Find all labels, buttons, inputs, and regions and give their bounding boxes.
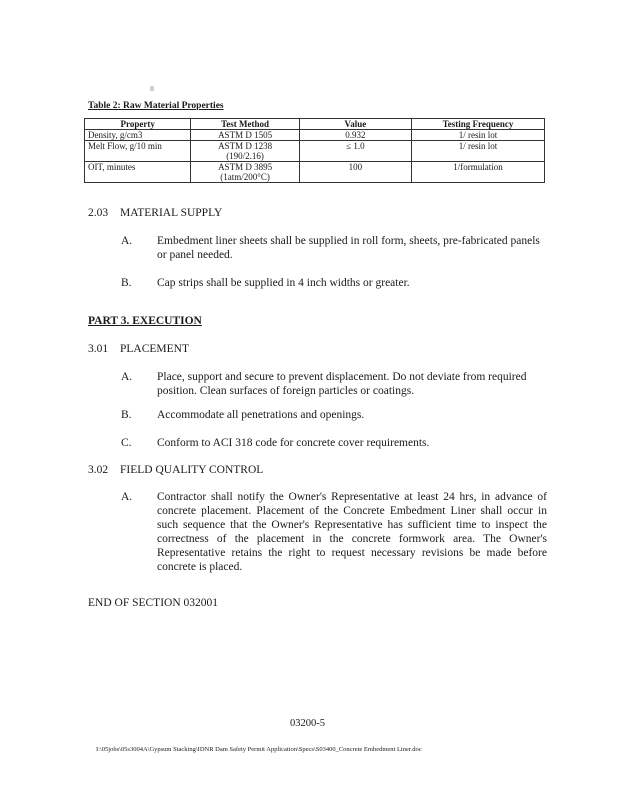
section-3-02-number: 3.02 bbox=[88, 464, 109, 476]
material-supply-item-a: Embedment liner sheets shall be supplied in roll form, sheets, pre-fabricated panels or panel needed. bbox=[157, 235, 540, 261]
part-3-heading: PART 3. EXECUTION bbox=[88, 315, 202, 327]
item-letter: B. bbox=[121, 409, 132, 421]
item-letter: C. bbox=[121, 437, 132, 449]
header-value: Value bbox=[299, 119, 411, 130]
page-number: 03200-5 bbox=[290, 718, 325, 729]
file-path: I:\05jobs\05s3004A\Gypsum Stacking\IDNR Dam Safety Permit Application\Specs\S03400_Concrete Embedment Liner.doc bbox=[96, 746, 422, 753]
section-2-03-title: MATERIAL SUPPLY bbox=[120, 207, 223, 219]
placement-item-c: Conform to ACI 318 code for concrete cover requirements. bbox=[157, 437, 430, 449]
field-quality-control-item-a: Contractor shall notify the Owner's Representative at least 24 hrs, in advance of concrete placement. Placement of the Concrete Embedment Liner shall occur in such sequence that the Owner's Representative has sufficient time to inspect the correctness of the placement in the concrete formwork area. The Owner's Representative retains the right to request necessary revisions be made before concrete is placed. bbox=[157, 491, 547, 573]
cell-frequency: 1/ resin lot bbox=[411, 130, 544, 141]
item-letter: A. bbox=[121, 371, 133, 383]
table-header-row bbox=[85, 119, 545, 130]
placement-item-a: Place, support and secure to prevent displacement. Do not deviate from required position. Clean surfaces of foreign particles or coatings. bbox=[157, 371, 527, 397]
raw-material-table bbox=[84, 118, 545, 183]
placement-item-b: Accommodate all penetrations and openings. bbox=[157, 409, 365, 421]
item-letter: A. bbox=[121, 235, 133, 247]
item-letter: B. bbox=[121, 277, 132, 289]
cell-property: Density, g/cm3 bbox=[85, 130, 191, 141]
table-row bbox=[85, 162, 545, 183]
cell-property: Melt Flow, g/10 min bbox=[85, 141, 191, 162]
item-letter: A. bbox=[121, 491, 133, 503]
section-3-02-title: FIELD QUALITY CONTROL bbox=[120, 464, 264, 476]
cell-value: ≤ 1.0 bbox=[299, 141, 411, 162]
section-3-01-title: PLACEMENT bbox=[120, 343, 189, 355]
end-of-section: END OF SECTION 032001 bbox=[88, 597, 219, 609]
section-3-01-number: 3.01 bbox=[88, 343, 109, 355]
table-title: Table 2: Raw Material Properties bbox=[88, 101, 224, 111]
section-2-03-number: 2.03 bbox=[88, 207, 109, 219]
scan-artifact bbox=[150, 86, 154, 91]
cell-method: ASTM D 3895 (1atm/200°C) bbox=[191, 162, 299, 183]
cell-frequency: 1/ resin lot bbox=[411, 141, 544, 162]
cell-method: ASTM D 1238 (190/2.16) bbox=[191, 141, 299, 162]
material-supply-item-b: Cap strips shall be supplied in 4 inch widths or greater. bbox=[157, 277, 410, 289]
table-row bbox=[85, 141, 545, 162]
header-testing-frequency: Testing Frequency bbox=[411, 119, 544, 130]
cell-value: 100 bbox=[299, 162, 411, 183]
header-property: Property bbox=[85, 119, 191, 130]
cell-value: 0.932 bbox=[299, 130, 411, 141]
cell-method: ASTM D 1505 bbox=[191, 130, 299, 141]
table-row bbox=[85, 130, 545, 141]
cell-property: OIT, minutes bbox=[85, 162, 191, 183]
cell-frequency: 1/formulation bbox=[411, 162, 544, 183]
header-test-method: Test Method bbox=[191, 119, 299, 130]
